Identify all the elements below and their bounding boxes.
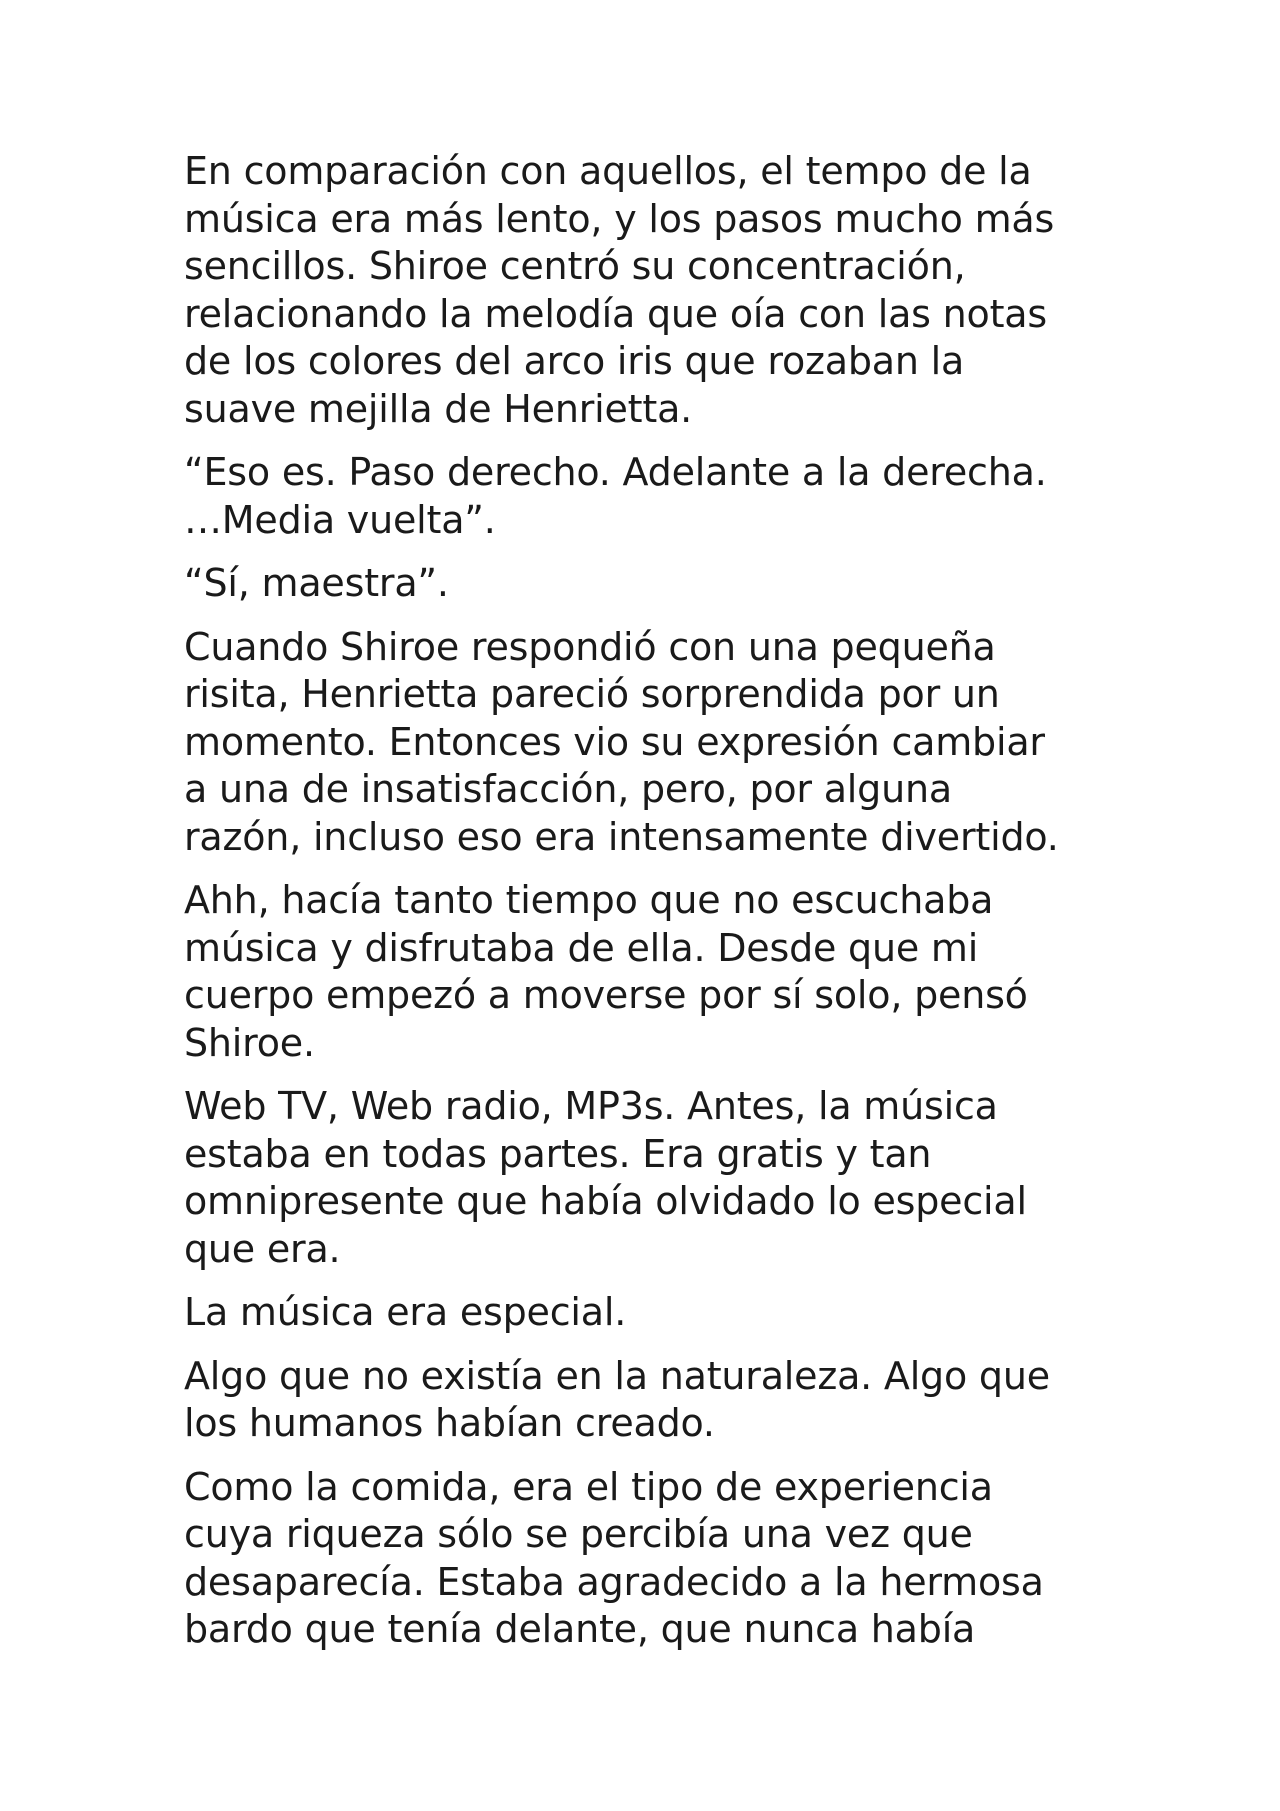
paragraph: Como la comida, era el tipo de experiencia cuya riqueza sólo se percibía una vez que desaparecía. Estaba agradecido a la hermosa bardo que tenía delante, que nunca había <box>184 1464 1044 1651</box>
paragraph: Ahh, hacía tanto tiempo que no escuchaba música y disfrutaba de ella. Desde que mi cuerpo empezó a moverse por sí solo, pensó Shiroe. <box>184 878 1028 1065</box>
body-text <box>184 148 1124 1670</box>
paragraph: “Sí, maestra”. <box>184 561 449 605</box>
paragraph: Cuando Shiroe respondió con una pequeña risita, Henrietta pareció sorprendida por un momento. Entonces vio su expresión cambiar a una de insatisfacción, pero, por alguna razón, incluso eso era intensamente divertido. <box>184 624 1059 859</box>
paragraph: “Eso es. Paso derecho. Adelante a la derecha. …Media vuelta”. <box>184 450 1047 542</box>
paragraph: Algo que no existía en la naturaleza. Algo que los humanos habían creado. <box>184 1353 1050 1445</box>
paragraph: La música era especial. <box>184 1290 627 1334</box>
paragraph: Web TV, Web radio, MP3s. Antes, la música estaba en todas partes. Era gratis y tan omnipresente que había olvidado lo especial que era. <box>184 1084 1027 1271</box>
paragraph: En comparación con aquellos, el tempo de la música era más lento, y los pasos mucho más sencillos. Shiroe centró su concentración, relacionando la melodía que oía con las notas de los colores del arco iris que rozaban la suave mejilla de Henrietta. <box>184 149 1055 431</box>
